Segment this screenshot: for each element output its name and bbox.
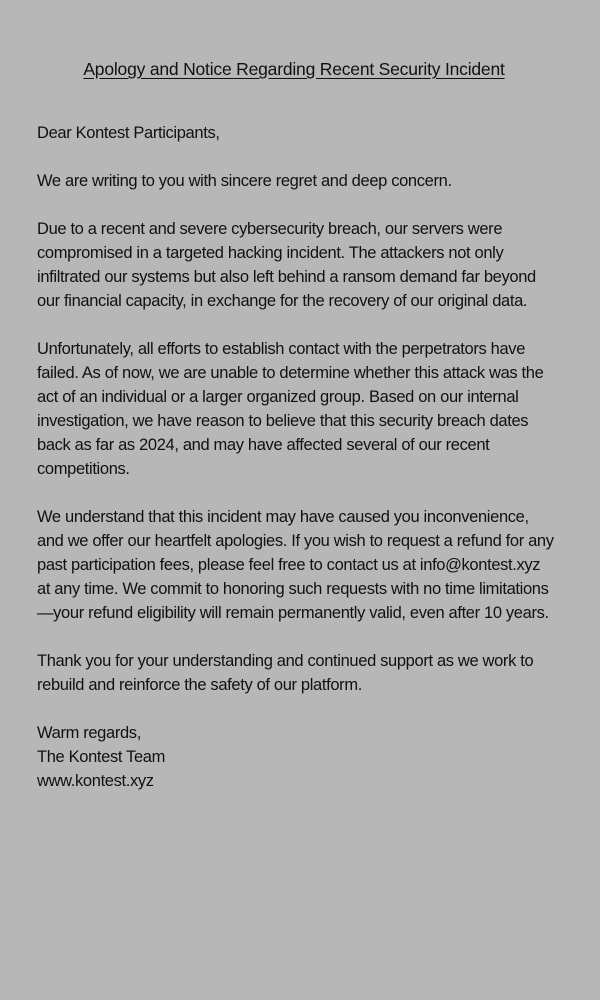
paragraph-breach: Due to a recent and severe cybersecurity breach, our servers were compromised in a targeted hacking incident. The attackers not only infiltrated our systems but also left behind a ransom demand far beyond our financial capacity, in exchange for the recovery of our original data. [37,220,536,310]
paragraph-refund: We understand that this incident may have caused you inconvenience, and we offer our heartfelt apologies. If you wish to request a refund for any past participation fees, please feel free to contact us at info@kontest.xyz at any time. We commit to honoring such requests with no time limitations—your refund eligibility will remain permanently valid, even after 10 years. [37,508,554,622]
notice-title: Apology and Notice Regarding Recent Security Incident [83,59,505,79]
paragraph-investigation: Unfortunately, all efforts to establish contact with the perpetrators have failed. As of now, we are unable to determine whether this attack was the act of an individual or a larger organized group. Based on our internal investigation, we have reason to believe that this security breach dates back as far as 2024, and may have affected several of our recent competitions. [37,340,544,478]
signoff [37,721,557,793]
paragraph-thanks: Thank you for your understanding and continued support as we work to rebuild and reinforce the safety of our platform. [37,652,534,694]
signature: The Kontest Team [37,748,166,766]
paragraph-regret: We are writing to you with sincere regret and deep concern. [37,172,452,190]
greeting: Dear Kontest Participants, [37,124,220,142]
notice-body [37,121,557,793]
website: www.kontest.xyz [37,772,154,790]
closing: Warm regards, [37,724,141,742]
